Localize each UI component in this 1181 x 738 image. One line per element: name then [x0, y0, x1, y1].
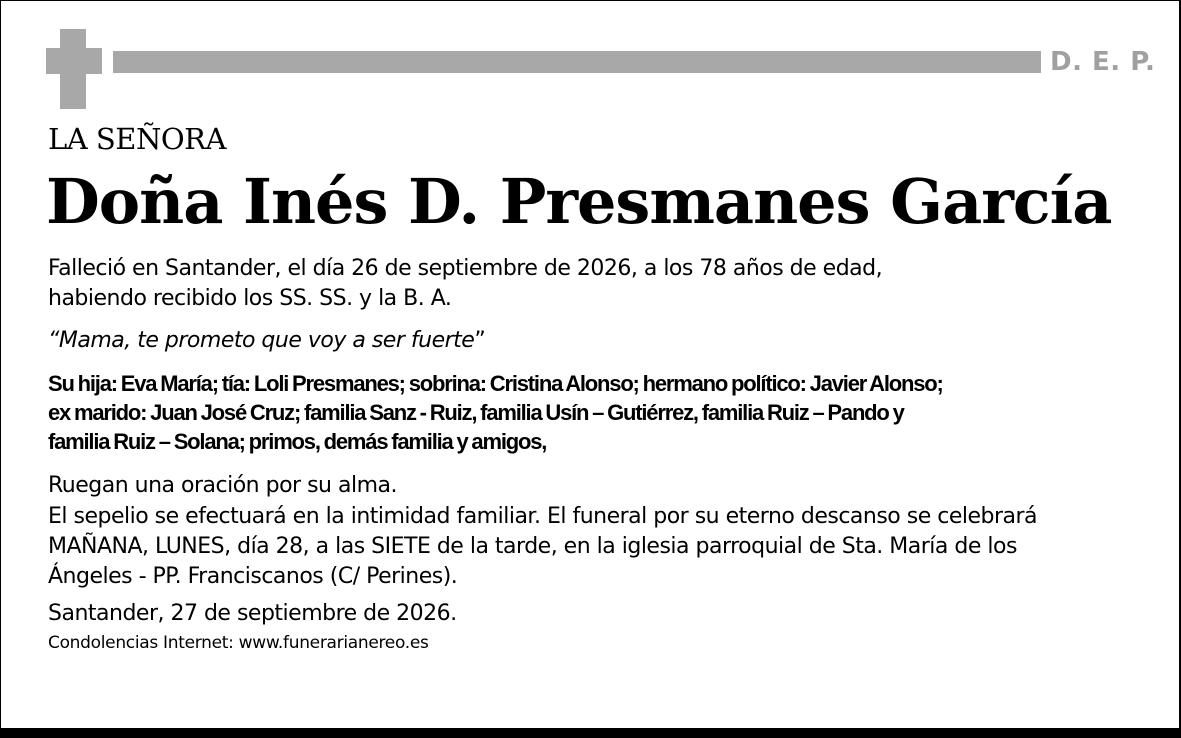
- header-divider-bar: [113, 51, 1041, 73]
- family-list: [48, 369, 1158, 456]
- ceremony-line: Ángeles - PP. Franciscanos (C/ Perines).: [48, 564, 458, 589]
- deceased-name: Doña Inés D. Presmanes García: [46, 165, 1112, 238]
- quote-open-mark: “: [48, 328, 59, 353]
- quote-close-mark: ”: [474, 328, 486, 353]
- condolences-link[interactable]: Condolencias Internet: www.funerarianereo.es: [48, 633, 429, 653]
- memorial-quote: [48, 326, 485, 356]
- dep-label: D. E. P.: [1050, 47, 1156, 77]
- prayer-request: Ruegan una oración por su alma.: [48, 473, 397, 498]
- cross-icon: [46, 29, 102, 109]
- quote-text: Mama, te prometo que voy a ser fuerte: [58, 328, 475, 353]
- title-prefix: LA SEÑORA: [48, 122, 226, 156]
- death-notice-line-2: habiendo recibido los SS. SS. y la B. A.: [48, 286, 452, 311]
- death-notice-line-1: Falleció en Santander, el día 26 de septiembre de 2026, a los 78 años de edad,: [48, 256, 883, 281]
- family-line: ex marido: Juan José Cruz; familia Sanz - Ruiz, familia Usín – Gutiérrez, familia Ruiz – Pando y: [48, 400, 904, 425]
- place-date: Santander, 27 de septiembre de 2026.: [48, 601, 457, 626]
- family-line: familia Ruiz – Solana; primos, demás familia y amigos,: [48, 429, 547, 454]
- ceremony-line: MAÑANA, LUNES, día 28, a las SIETE de la tarde, en la iglesia parroquial de Sta. María de los: [48, 534, 1017, 559]
- family-line: Su hija: Eva María; tía: Loli Presmanes; sobrina: Cristina Alonso; hermano político: Javier Alonso;: [48, 371, 943, 396]
- ceremony-line: El sepelio se efectuará en la intimidad familiar. El funeral por su eterno descanso se celebrará: [48, 504, 1038, 529]
